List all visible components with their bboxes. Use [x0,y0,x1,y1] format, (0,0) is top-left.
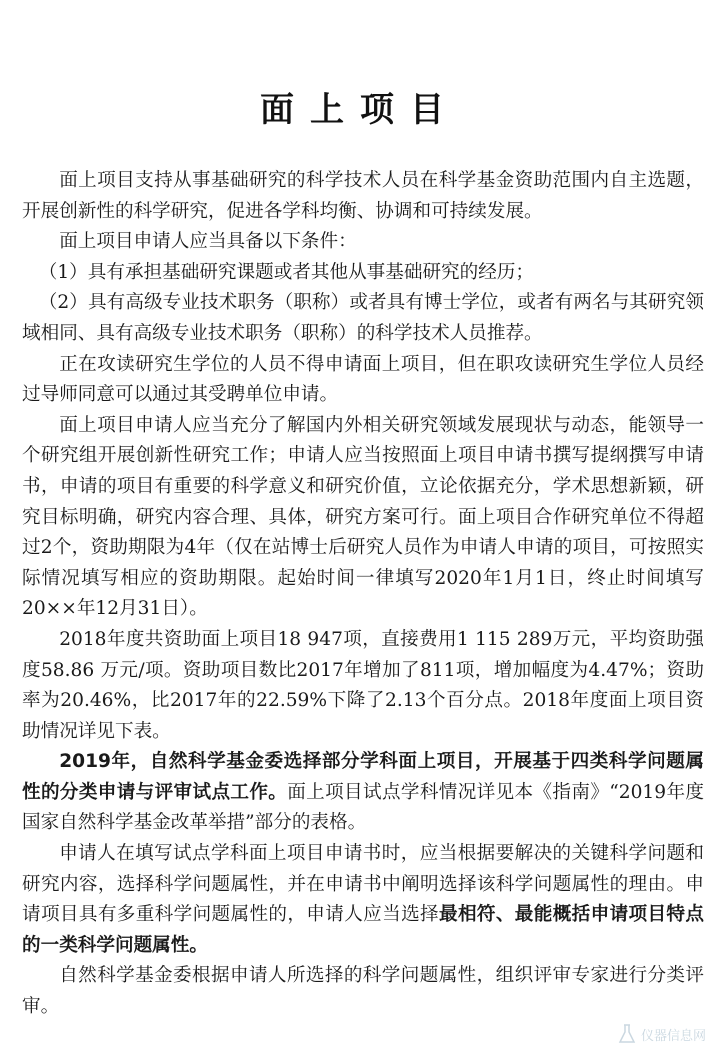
condition-item [22,258,704,289]
paragraph-text: 申请人在填写试点学科面上项目申请书时，应当根据要解决的关键科学问题和研究内容，选择科学问题属性，并在申请书中阐明选择该科学问题属性的理由。申请项目具有多重科学问题属性的，申请人应当选择 [22,843,704,926]
watermark-text: 仪器信息网 [640,1028,706,1044]
page-title: 面上项目 [260,90,460,130]
paragraph [22,166,704,227]
paragraph-text: 面上项目申请人应当具备以下条件： [59,231,357,253]
paragraph [22,839,704,961]
paragraph-text: 2018年度共资助面上项目18 947项，直接费用1 115 289万元，平均资助强度58.86 万元/项。资助项目数比2017年增加了811项，增加幅度为4.47%；资助率为20.46%，比2017年的22.59%下降了2.13个百分点。2018年度面上项目资助情况详见下表。 [22,628,704,742]
paragraph [22,350,704,411]
paragraph [22,411,704,625]
paragraph-text: （1）具有承担基础研究课题或者其他从事基础研究的经历； [38,261,535,283]
paragraph [22,227,704,258]
paragraph-text: 正在攻读研究生学位的人员不得申请面上项目，但在职攻读研究生学位人员经过导师同意可以通过其受聘单位申请。 [22,353,704,406]
paragraph-text: 面上项目申请人应当充分了解国内外相关研究领域发展现状与动态，能领导一个研究组开展创新性研究工作；申请人应当按照面上项目申请书撰写提纲撰写申请书，申请的项目有重要的科学意义和研究价值，立论依据充分，学术思想新颖，研究目标明确，研究内容合理、具体，研究方案可行。面上项目合作研究单位不得超过2个，资助期限为4年（仅在站博士后研究人员作为申请人申请的项目，可按照实际情况填写相应的资助期限。起始时间一律填写2020年1月1日，终止时间填写20××年12月31日）。 [22,414,704,620]
emphasized-text: 最相符、最能概括申请项目特点的一类科学问题属性。 [22,904,704,956]
paragraph [22,961,704,1022]
paragraph-text: 面上项目试点学科情况详见本《指南》“2019年度国家自然科学基金改革举措”部分的表格。 [22,781,704,834]
paragraph-text: 自然科学基金委根据申请人所选择的科学问题属性，组织评审专家进行分类评审。 [22,965,704,1018]
paragraph-text: （2）具有高级专业技术职务（职称）或者具有博士学位，或者有两名与其研究领域相同、具有高级专业技术职务（职称）的科学技术人员推荐。 [22,292,704,344]
paragraph [22,747,704,839]
condition-item [22,288,704,349]
flask-icon [617,1023,637,1045]
paragraph-text: 面上项目支持从事基础研究的科学技术人员在科学基金资助范围内自主选题，开展创新性的科学研究，促进各学科均衡、协调和可持续发展。 [22,170,704,222]
watermark [617,1023,706,1045]
document-body [22,166,704,1023]
paragraph [22,625,704,747]
emphasized-text: 2019年，自然科学基金委选择部分学科面上项目，开展基于四类科学问题属性的分类申请与评审试点工作。 [22,751,704,803]
